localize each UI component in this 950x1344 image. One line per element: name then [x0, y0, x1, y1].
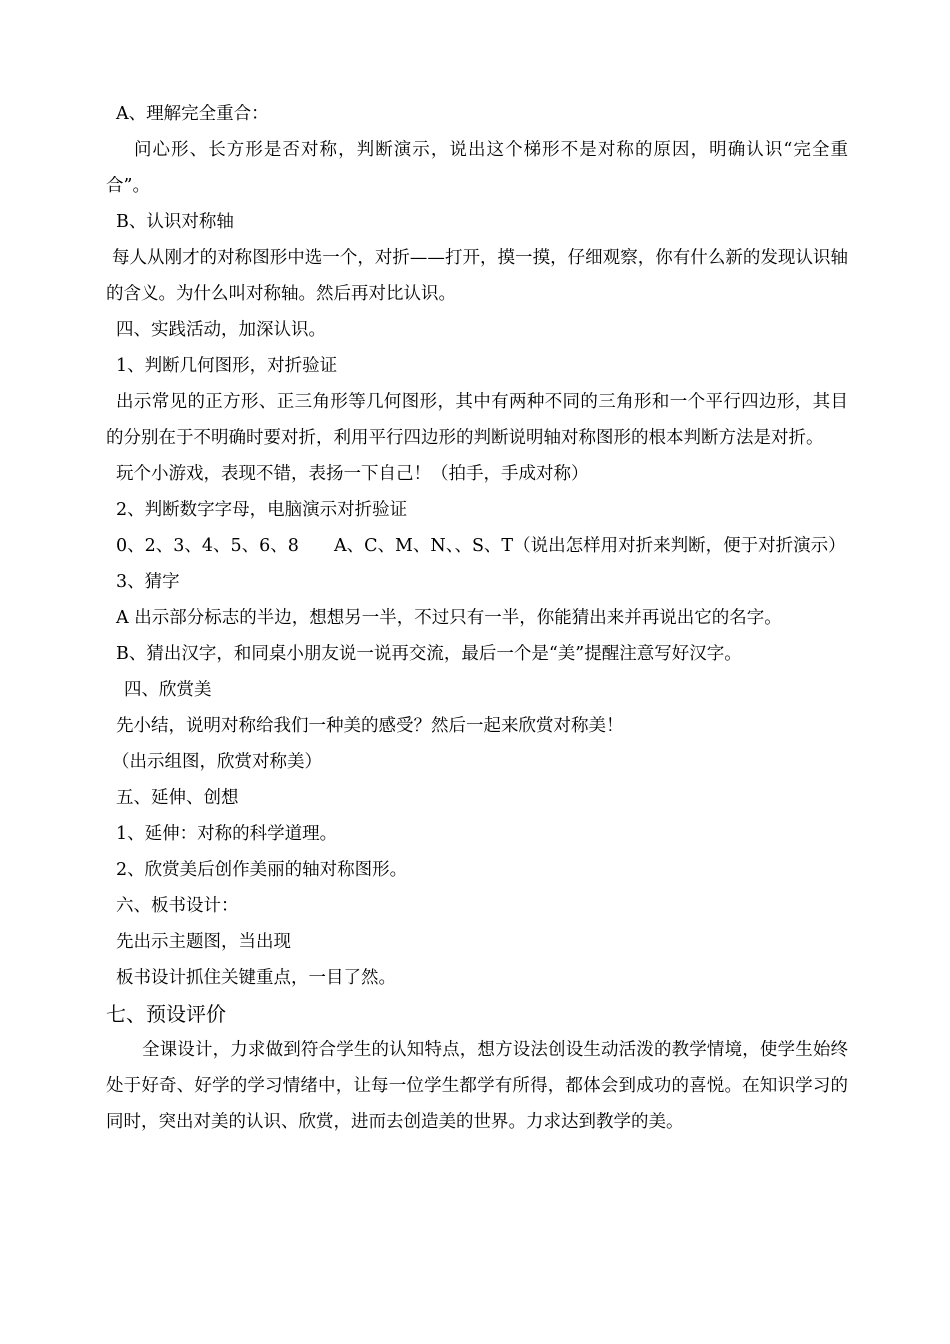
section-heading: 六、板书设计：	[116, 896, 239, 916]
paragraph: 问心形、长方形是否对称，判断演示，说出这个梯形不是对称的原因，明确认识“完全重合”。	[106, 140, 848, 196]
paragraph: 先小结，说明对称给我们一种美的感受？然后一起来欣赏对称美！	[116, 716, 624, 736]
paragraph: A 出示部分标志的半边，想想另一半，不过只有一半，你能猜出来并再说出它的名字。	[116, 608, 782, 628]
paragraph: 全课设计，力求做到符合学生的认知特点，想方设法创设生动活泼的教学情境，使学生始终处于好奇、好学的学习情绪中，让每一位学生都学有所得，都体会到成功的喜悦。在知识学习的同时，突出对美的认识、欣赏，进而去创造美的世界。力求达到教学的美。	[106, 1040, 848, 1132]
paragraph: 玩个小游戏，表现不错，表扬一下自己！（拍手，手成对称）	[116, 464, 589, 484]
paragraph: B、猜出汉字，和同桌小朋友说一说再交流，最后一个是“美”提醒注意写好汉字。	[116, 644, 742, 664]
list-item: 2、欣赏美后创作美丽的轴对称图形。	[116, 860, 408, 880]
section-heading: 五、延伸、创想	[116, 788, 239, 808]
list-item: 1、判断几何图形，对折验证	[116, 356, 338, 376]
list-item: 1、延伸：对称的科学道理。	[116, 824, 338, 844]
document-body	[106, 96, 848, 1140]
subsection-heading-b: B、认识对称轴	[116, 212, 234, 232]
paragraph: 0、2、3、4、5、6、8 A、C、M、N、、S、T（说出怎样用对折来判断，便于对折演示）	[116, 536, 846, 556]
paragraph: 先出示主题图，当出现	[116, 932, 291, 952]
section-heading-evaluation: 七、预设评价	[106, 1002, 226, 1026]
subsection-heading-a: A、理解完全重合：	[116, 104, 269, 124]
paragraph: 出示常见的正方形、正三角形等几何图形，其中有两种不同的三角形和一个平行四边形，其目的分别在于不明确时要对折，利用平行四边形的判断说明轴对称图形的根本判断方法是对折。	[106, 392, 848, 448]
paragraph: （出示组图，欣赏对称美）	[112, 752, 322, 772]
paragraph: 板书设计抓住关键重点，一目了然。	[116, 968, 396, 988]
list-item: 2、判断数字字母，电脑演示对折验证	[116, 500, 408, 520]
list-item: 3、猜字	[116, 572, 180, 592]
paragraph: 每人从刚才的对称图形中选一个，对折——打开，摸一摸，仔细观察，你有什么新的发现认识轴的含义。为什么叫对称轴。然后再对比认识。	[106, 248, 848, 304]
section-heading: 四、实践活动，加深认识。	[116, 320, 326, 340]
section-heading: 四、欣赏美	[124, 680, 212, 700]
